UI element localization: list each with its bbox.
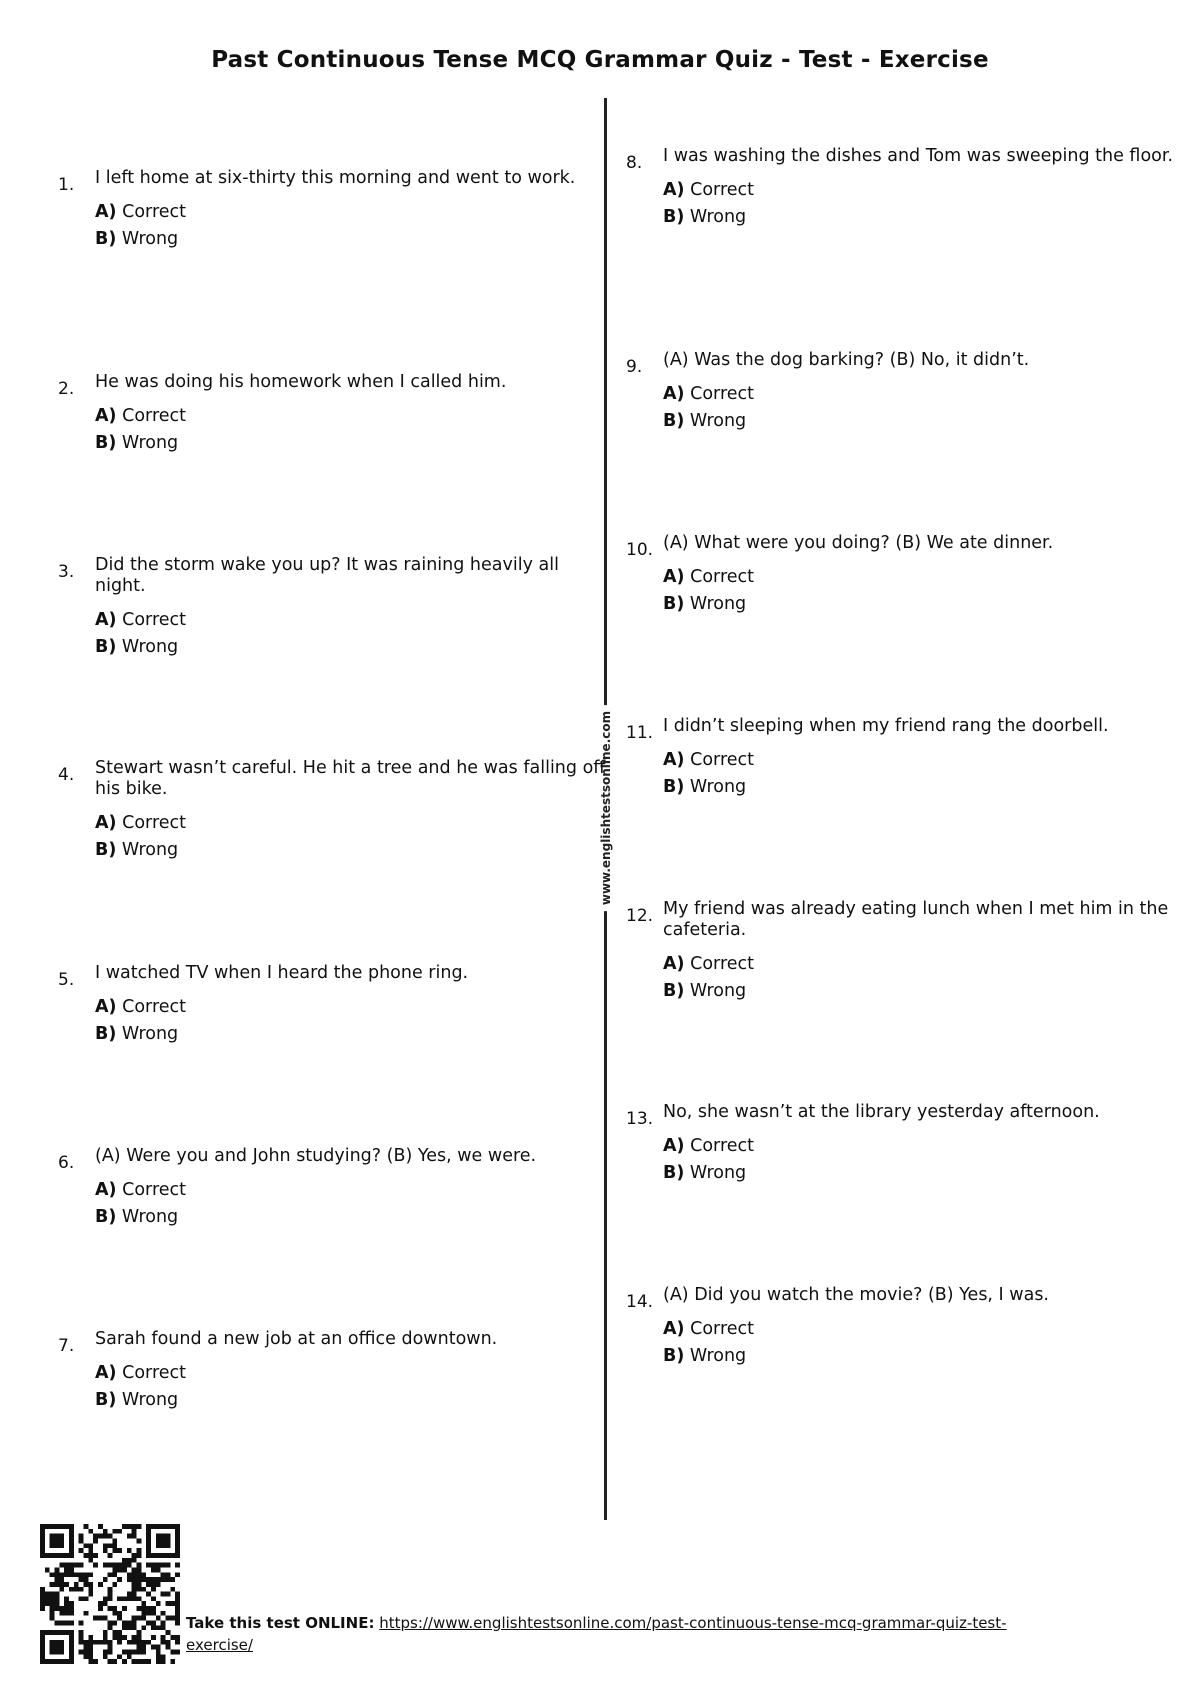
answer-options	[95, 403, 615, 457]
option-b[interactable]	[95, 226, 615, 253]
option-letter: B)	[95, 1390, 117, 1410]
question-text: He was doing his homework when I called him.	[95, 372, 507, 392]
question-text: I left home at six-thirty this morning and went to work.	[95, 168, 576, 188]
option-label: Wrong	[689, 594, 747, 614]
option-b[interactable]	[95, 430, 615, 457]
option-label: Wrong	[121, 637, 179, 657]
question-2	[58, 372, 615, 457]
question-number: 12.	[626, 906, 654, 926]
question-9	[626, 350, 1183, 435]
question-14	[626, 1285, 1183, 1370]
question-1	[58, 168, 615, 253]
option-a[interactable]	[663, 747, 1183, 774]
question-text: (A) Were you and John studying? (B) Yes, we were.	[95, 1146, 537, 1166]
online-test-footer	[186, 1612, 1046, 1656]
option-label: Wrong	[121, 1207, 179, 1227]
option-b[interactable]	[95, 1021, 615, 1048]
question-8	[626, 146, 1183, 231]
option-a[interactable]	[663, 951, 1183, 978]
option-b[interactable]	[663, 978, 1183, 1005]
answer-options	[95, 810, 615, 864]
option-letter: B)	[663, 777, 685, 797]
option-letter: A)	[663, 180, 685, 200]
option-label: Correct	[690, 384, 754, 404]
option-a[interactable]	[95, 199, 615, 226]
option-letter: A)	[95, 1180, 117, 1200]
option-letter: A)	[95, 997, 117, 1017]
question-text: Stewart wasn’t careful. He hit a tree and he was falling off his bike.	[95, 758, 606, 799]
question-number: 9.	[626, 357, 643, 377]
footer-label: Take this test ONLINE:	[186, 1614, 375, 1632]
option-label: Correct	[122, 610, 186, 630]
option-letter: A)	[95, 610, 117, 630]
option-b[interactable]	[663, 204, 1183, 231]
option-label: Wrong	[121, 1390, 179, 1410]
question-text: (A) Did you watch the movie? (B) Yes, I was.	[663, 1285, 1049, 1305]
option-a[interactable]	[663, 381, 1183, 408]
option-b[interactable]	[95, 837, 615, 864]
option-label: Correct	[122, 1363, 186, 1383]
option-label: Wrong	[689, 1346, 747, 1366]
option-label: Correct	[690, 1136, 754, 1156]
option-b[interactable]	[95, 1387, 615, 1414]
option-letter: A)	[663, 384, 685, 404]
answer-options	[663, 1316, 1183, 1370]
question-number: 8.	[626, 153, 643, 173]
option-letter: B)	[663, 594, 685, 614]
option-letter: A)	[95, 202, 117, 222]
option-a[interactable]	[95, 607, 615, 634]
question-text: I watched TV when I heard the phone ring.	[95, 963, 469, 983]
option-letter: B)	[663, 1346, 685, 1366]
question-13	[626, 1102, 1183, 1187]
option-letter: A)	[95, 813, 117, 833]
option-letter: A)	[663, 1319, 685, 1339]
question-10	[626, 533, 1183, 618]
option-letter: A)	[95, 1363, 117, 1383]
answer-options	[663, 1133, 1183, 1187]
option-b[interactable]	[663, 774, 1183, 801]
option-letter: B)	[95, 229, 117, 249]
answer-options	[663, 951, 1183, 1005]
option-label: Wrong	[121, 433, 179, 453]
option-b[interactable]	[663, 1343, 1183, 1370]
question-text: I didn’t sleeping when my friend rang the doorbell.	[663, 716, 1109, 736]
site-watermark: www.englishtestsonline.com	[599, 705, 613, 911]
option-label: Wrong	[689, 411, 747, 431]
option-label: Correct	[690, 750, 754, 770]
option-label: Correct	[690, 567, 754, 587]
option-label: Correct	[690, 1319, 754, 1339]
option-b[interactable]	[663, 408, 1183, 435]
answer-options	[663, 564, 1183, 618]
option-a[interactable]	[95, 403, 615, 430]
option-b[interactable]	[95, 634, 615, 661]
option-letter: A)	[663, 1136, 685, 1156]
option-label: Correct	[122, 1180, 186, 1200]
option-label: Wrong	[689, 1163, 747, 1183]
question-number: 5.	[58, 970, 75, 990]
option-letter: B)	[95, 1024, 117, 1044]
option-a[interactable]	[663, 1316, 1183, 1343]
question-number: 11.	[626, 723, 654, 743]
answer-options	[663, 177, 1183, 231]
question-text: (A) What were you doing? (B) We ate dinner.	[663, 533, 1054, 553]
option-b[interactable]	[663, 591, 1183, 618]
answer-options	[95, 1360, 615, 1414]
option-label: Correct	[690, 954, 754, 974]
option-label: Correct	[122, 997, 186, 1017]
option-letter: B)	[663, 981, 685, 1001]
question-text: I was washing the dishes and Tom was sweeping the floor.	[663, 146, 1174, 166]
option-letter: B)	[663, 207, 685, 227]
option-letter: B)	[95, 637, 117, 657]
question-3	[58, 555, 615, 661]
question-number: 2.	[58, 379, 75, 399]
option-label: Wrong	[121, 229, 179, 249]
option-a[interactable]	[95, 810, 615, 837]
option-letter: B)	[663, 411, 685, 431]
option-label: Wrong	[121, 840, 179, 860]
answer-options	[663, 381, 1183, 435]
question-text: Did the storm wake you up? It was raining heavily all night.	[95, 555, 559, 596]
option-a[interactable]	[95, 1360, 615, 1387]
question-number: 10.	[626, 540, 654, 560]
question-text: My friend was already eating lunch when I met him in the cafeteria.	[663, 899, 1169, 940]
question-number: 14.	[626, 1292, 654, 1312]
question-number: 4.	[58, 765, 75, 785]
answer-options	[663, 747, 1183, 801]
option-b[interactable]	[663, 1160, 1183, 1187]
question-number: 7.	[58, 1336, 75, 1356]
option-letter: A)	[663, 954, 685, 974]
option-a[interactable]	[95, 1177, 615, 1204]
option-letter: B)	[95, 433, 117, 453]
question-7	[58, 1329, 615, 1414]
answer-options	[95, 199, 615, 253]
page-title: Past Continuous Tense MCQ Grammar Quiz - Test - Exercise	[211, 47, 989, 73]
option-b[interactable]	[95, 1204, 615, 1231]
question-number: 6.	[58, 1153, 75, 1173]
option-letter: B)	[95, 840, 117, 860]
question-11	[626, 716, 1183, 801]
question-6	[58, 1146, 615, 1231]
question-12	[626, 899, 1183, 1005]
question-text: (A) Was the dog barking? (B) No, it didn’t.	[663, 350, 1030, 370]
option-letter: B)	[663, 1163, 685, 1183]
answer-options	[95, 607, 615, 661]
qr-code-icon[interactable]	[40, 1524, 180, 1664]
option-letter: A)	[95, 406, 117, 426]
answer-options	[95, 994, 615, 1048]
option-letter: A)	[663, 750, 685, 770]
option-label: Correct	[690, 180, 754, 200]
question-number: 1.	[58, 175, 75, 195]
option-label: Correct	[122, 813, 186, 833]
answer-options	[95, 1177, 615, 1231]
option-label: Wrong	[689, 981, 747, 1001]
question-5	[58, 963, 615, 1048]
question-4	[58, 758, 615, 864]
question-text: Sarah found a new job at an office downtown.	[95, 1329, 498, 1349]
option-label: Correct	[122, 406, 186, 426]
question-number: 13.	[626, 1109, 654, 1129]
question-text: No, she wasn’t at the library yesterday afternoon.	[663, 1102, 1100, 1122]
option-a[interactable]	[95, 994, 615, 1021]
option-label: Wrong	[689, 777, 747, 797]
question-number: 3.	[58, 562, 75, 582]
option-letter: B)	[95, 1207, 117, 1227]
option-label: Correct	[122, 202, 186, 222]
option-label: Wrong	[689, 207, 747, 227]
option-a[interactable]	[663, 177, 1183, 204]
option-label: Wrong	[121, 1024, 179, 1044]
online-test-link[interactable]: https://www.englishtestsonline.com/past-continuous-tense-mcq-grammar-quiz-test-exercise/	[186, 1614, 1007, 1654]
option-letter: A)	[663, 567, 685, 587]
option-a[interactable]	[663, 564, 1183, 591]
option-a[interactable]	[663, 1133, 1183, 1160]
